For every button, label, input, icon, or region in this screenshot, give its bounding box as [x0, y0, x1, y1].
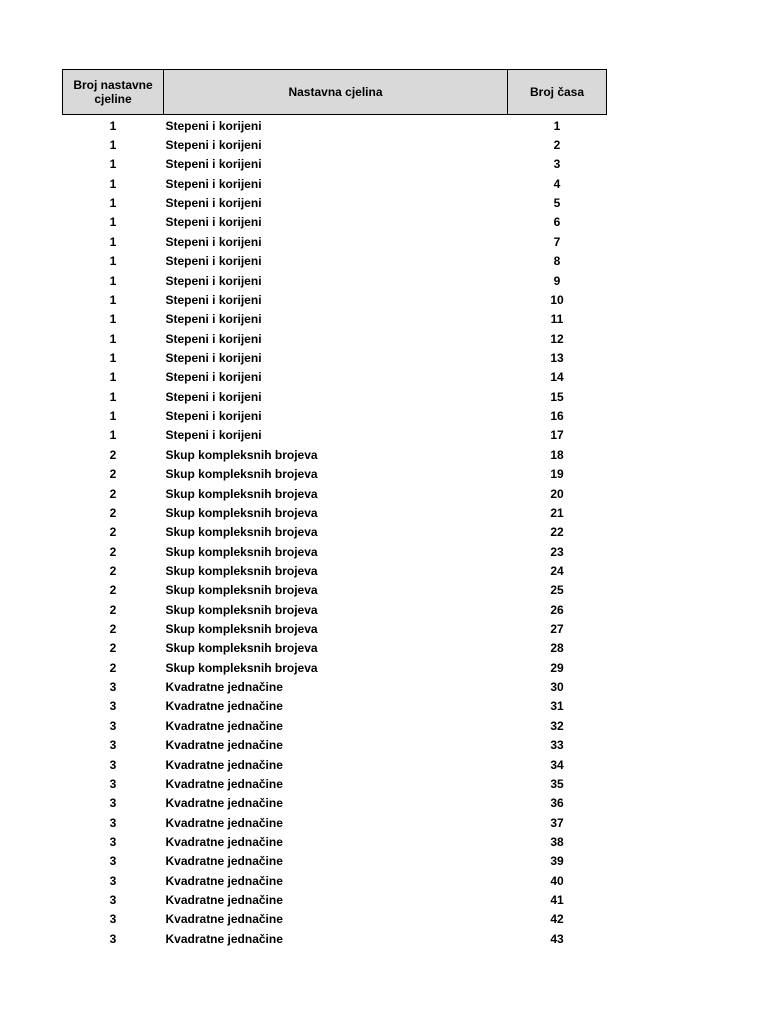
table-row: [63, 561, 607, 580]
lesson-number-cell: 16: [550, 409, 564, 424]
table-row: [63, 252, 607, 271]
table-row: [63, 503, 607, 522]
table-row: [63, 600, 607, 619]
unit-name-cell: Kvadratne jednačine: [165, 912, 283, 927]
unit-number-cell: 1: [109, 370, 117, 385]
table-row: [63, 736, 607, 755]
unit-number-cell: 3: [109, 738, 117, 753]
table-row: [63, 310, 607, 329]
unit-number-cell: 1: [109, 215, 117, 230]
unit-name-cell: Stepeni i korijeni: [165, 157, 262, 172]
unit-number-cell: 1: [109, 273, 117, 288]
lesson-number-cell: 42: [550, 912, 564, 927]
unit-number-cell: 2: [109, 660, 117, 675]
table-row: [63, 135, 607, 154]
lesson-number-cell: 18: [550, 447, 564, 462]
lesson-number-cell: 19: [550, 467, 564, 482]
lesson-number-cell: 10: [550, 292, 564, 307]
table-row: [63, 813, 607, 832]
unit-number-cell: 3: [109, 873, 117, 888]
unit-name-cell: Stepeni i korijeni: [165, 254, 262, 269]
unit-number-cell: 3: [109, 718, 117, 733]
unit-number-cell: 2: [109, 602, 117, 617]
table-row: [63, 755, 607, 774]
table-row: [63, 619, 607, 638]
lesson-number-cell: 9: [553, 273, 561, 288]
unit-number-cell: 2: [109, 641, 117, 656]
unit-name-cell: Skup kompleksnih brojeva: [165, 505, 318, 520]
lesson-number-cell: 28: [550, 641, 564, 656]
table-row: [63, 290, 607, 309]
unit-number-cell: 3: [109, 680, 117, 695]
unit-name-cell: Skup kompleksnih brojeva: [165, 525, 318, 540]
lesson-number-cell: 4: [553, 176, 561, 191]
unit-number-cell: 1: [109, 157, 117, 172]
table-header: [63, 70, 607, 115]
unit-number-cell: 1: [109, 312, 117, 327]
table-row: [63, 387, 607, 406]
unit-name-cell: Kvadratne jednačine: [165, 680, 283, 695]
unit-number-cell: 2: [109, 583, 117, 598]
unit-name-cell: Stepeni i korijeni: [165, 118, 262, 133]
unit-number-cell: 3: [109, 854, 117, 869]
table-row: [63, 677, 607, 696]
unit-number-cell: 2: [109, 622, 117, 637]
table-row: [63, 426, 607, 445]
unit-number-cell: 1: [109, 389, 117, 404]
unit-name-cell: Kvadratne jednačine: [165, 738, 283, 753]
table-row: [63, 542, 607, 561]
lesson-number-cell: 27: [550, 622, 564, 637]
lesson-number-cell: 3: [553, 157, 561, 172]
lesson-number-cell: 36: [550, 796, 564, 811]
table-row: [63, 406, 607, 425]
table-row: [63, 115, 607, 136]
lesson-number-cell: 7: [553, 234, 561, 249]
unit-number-cell: 3: [109, 796, 117, 811]
table-row: [63, 155, 607, 174]
unit-name-cell: Kvadratne jednačine: [165, 718, 283, 733]
table-row: [63, 794, 607, 813]
table-row: [63, 232, 607, 251]
table-row: [63, 329, 607, 348]
table-row: [63, 174, 607, 193]
lesson-number-cell: 34: [550, 757, 564, 772]
table-row: [63, 639, 607, 658]
lesson-number-cell: 30: [550, 680, 564, 695]
table-row: [63, 929, 607, 948]
lesson-number-cell: 23: [550, 544, 564, 559]
lesson-number-cell: 26: [550, 602, 564, 617]
lesson-number-cell: 2: [553, 138, 561, 153]
header-row: [63, 70, 607, 115]
unit-name-cell: Stepeni i korijeni: [165, 196, 262, 211]
unit-name-cell: Stepeni i korijeni: [165, 350, 262, 365]
unit-name-cell: Kvadratne jednačine: [165, 834, 283, 849]
unit-name-cell: Stepeni i korijeni: [165, 138, 262, 153]
table-row: [63, 271, 607, 290]
table-row: [63, 871, 607, 890]
table-row: [63, 484, 607, 503]
unit-name-cell: Stepeni i korijeni: [165, 312, 262, 327]
unit-name-cell: Kvadratne jednačine: [165, 776, 283, 791]
unit-name-cell: Stepeni i korijeni: [165, 273, 262, 288]
lesson-number-cell: 37: [550, 815, 564, 830]
unit-name-cell: Kvadratne jednačine: [165, 796, 283, 811]
unit-number-cell: 2: [109, 563, 117, 578]
unit-number-cell: 1: [109, 409, 117, 424]
lesson-number-cell: 8: [553, 254, 561, 269]
table-row: [63, 716, 607, 735]
unit-name-cell: Kvadratne jednačine: [165, 854, 283, 869]
unit-number-cell: 3: [109, 834, 117, 849]
lesson-number-cell: 14: [550, 370, 564, 385]
table-row: [63, 774, 607, 793]
unit-name-cell: Skup kompleksnih brojeva: [165, 467, 318, 482]
unit-name-cell: Kvadratne jednačine: [165, 815, 283, 830]
table-row: [63, 445, 607, 464]
lesson-number-cell: 22: [550, 525, 564, 540]
unit-number-cell: 3: [109, 776, 117, 791]
unit-name-cell: Stepeni i korijeni: [165, 370, 262, 385]
lesson-number-cell: 40: [550, 873, 564, 888]
lesson-number-cell: 15: [550, 389, 564, 404]
lesson-number-cell: 13: [550, 350, 564, 365]
unit-name-cell: Skup kompleksnih brojeva: [165, 622, 318, 637]
lesson-number-cell: 11: [550, 312, 564, 327]
lesson-number-cell: 12: [550, 331, 564, 346]
unit-name-cell: Kvadratne jednačine: [165, 699, 283, 714]
table-row: [63, 890, 607, 909]
unit-number-cell: 1: [109, 138, 117, 153]
unit-name-cell: Skup kompleksnih brojeva: [165, 641, 318, 656]
unit-number-cell: 2: [109, 447, 117, 462]
unit-number-cell: 2: [109, 525, 117, 540]
unit-name-cell: Kvadratne jednačine: [165, 757, 283, 772]
unit-number-cell: 3: [109, 757, 117, 772]
unit-number-cell: 1: [109, 350, 117, 365]
unit-number-cell: 3: [109, 815, 117, 830]
unit-name-cell: Kvadratne jednačine: [165, 873, 283, 888]
unit-number-cell: 1: [109, 196, 117, 211]
table-row: [63, 464, 607, 483]
table-row: [63, 832, 607, 851]
unit-number-cell: 1: [109, 428, 117, 443]
unit-name-cell: Skup kompleksnih brojeva: [165, 544, 318, 559]
unit-number-cell: 1: [109, 176, 117, 191]
unit-number-cell: 3: [109, 699, 117, 714]
lesson-number-cell: 39: [550, 854, 564, 869]
unit-number-cell: 2: [109, 467, 117, 482]
lesson-number-cell: 5: [553, 196, 561, 211]
unit-number-cell: 3: [109, 931, 117, 946]
lesson-number-cell: 6: [553, 215, 561, 230]
unit-name-cell: Stepeni i korijeni: [165, 389, 262, 404]
lesson-number-cell: 24: [550, 563, 564, 578]
lesson-number-cell: 1: [553, 118, 561, 133]
unit-name-cell: Stepeni i korijeni: [165, 331, 262, 346]
table-row: [63, 368, 607, 387]
unit-name-cell: Skup kompleksnih brojeva: [165, 563, 318, 578]
lesson-number-cell: 41: [550, 893, 564, 908]
table-row: [63, 348, 607, 367]
lesson-number-cell: 17: [550, 428, 564, 443]
table-row: [63, 910, 607, 929]
unit-name-cell: Stepeni i korijeni: [165, 428, 262, 443]
lesson-number-cell: 20: [550, 486, 564, 501]
unit-number-cell: 2: [109, 505, 117, 520]
unit-name-cell: Skup kompleksnih brojeva: [165, 447, 318, 462]
header-unit-name: Nastavna cjelina: [164, 70, 508, 115]
lesson-number-cell: 21: [550, 505, 564, 520]
unit-number-cell: 3: [109, 912, 117, 927]
unit-number-cell: 1: [109, 331, 117, 346]
unit-number-cell: 2: [109, 486, 117, 501]
unit-name-cell: Kvadratne jednačine: [165, 893, 283, 908]
table-row: [63, 581, 607, 600]
unit-name-cell: Stepeni i korijeni: [165, 176, 262, 191]
lesson-number-cell: 25: [550, 583, 564, 598]
unit-name-cell: Skup kompleksnih brojeva: [165, 660, 318, 675]
lesson-plan-table: [62, 69, 607, 948]
unit-name-cell: Kvadratne jednačine: [165, 931, 283, 946]
table-row: [63, 658, 607, 677]
table-row: [63, 213, 607, 232]
unit-name-cell: Skup kompleksnih brojeva: [165, 486, 318, 501]
table-row: [63, 523, 607, 542]
header-unit-number: Broj nastavne cjeline: [63, 70, 164, 115]
unit-name-cell: Stepeni i korijeni: [165, 409, 262, 424]
lesson-number-cell: 38: [550, 834, 564, 849]
unit-number-cell: 2: [109, 544, 117, 559]
unit-name-cell: Stepeni i korijeni: [165, 234, 262, 249]
lesson-number-cell: 31: [550, 699, 564, 714]
lesson-number-cell: 35: [550, 776, 564, 791]
table-row: [63, 697, 607, 716]
table-row: [63, 852, 607, 871]
unit-name-cell: Skup kompleksnih brojeva: [165, 602, 318, 617]
unit-name-cell: Skup kompleksnih brojeva: [165, 583, 318, 598]
unit-number-cell: 1: [109, 234, 117, 249]
unit-number-cell: 1: [109, 118, 117, 133]
lesson-number-cell: 29: [550, 660, 564, 675]
lesson-number-cell: 33: [550, 738, 564, 753]
lesson-number-cell: 32: [550, 718, 564, 733]
unit-name-cell: Stepeni i korijeni: [165, 292, 262, 307]
unit-number-cell: 1: [109, 292, 117, 307]
unit-name-cell: Stepeni i korijeni: [165, 215, 262, 230]
lesson-number-cell: 43: [550, 931, 564, 946]
unit-number-cell: 3: [109, 893, 117, 908]
table-body: [63, 115, 607, 949]
unit-number-cell: 1: [109, 254, 117, 269]
table-row: [63, 193, 607, 212]
header-lesson-number: Broj časa: [508, 70, 607, 115]
